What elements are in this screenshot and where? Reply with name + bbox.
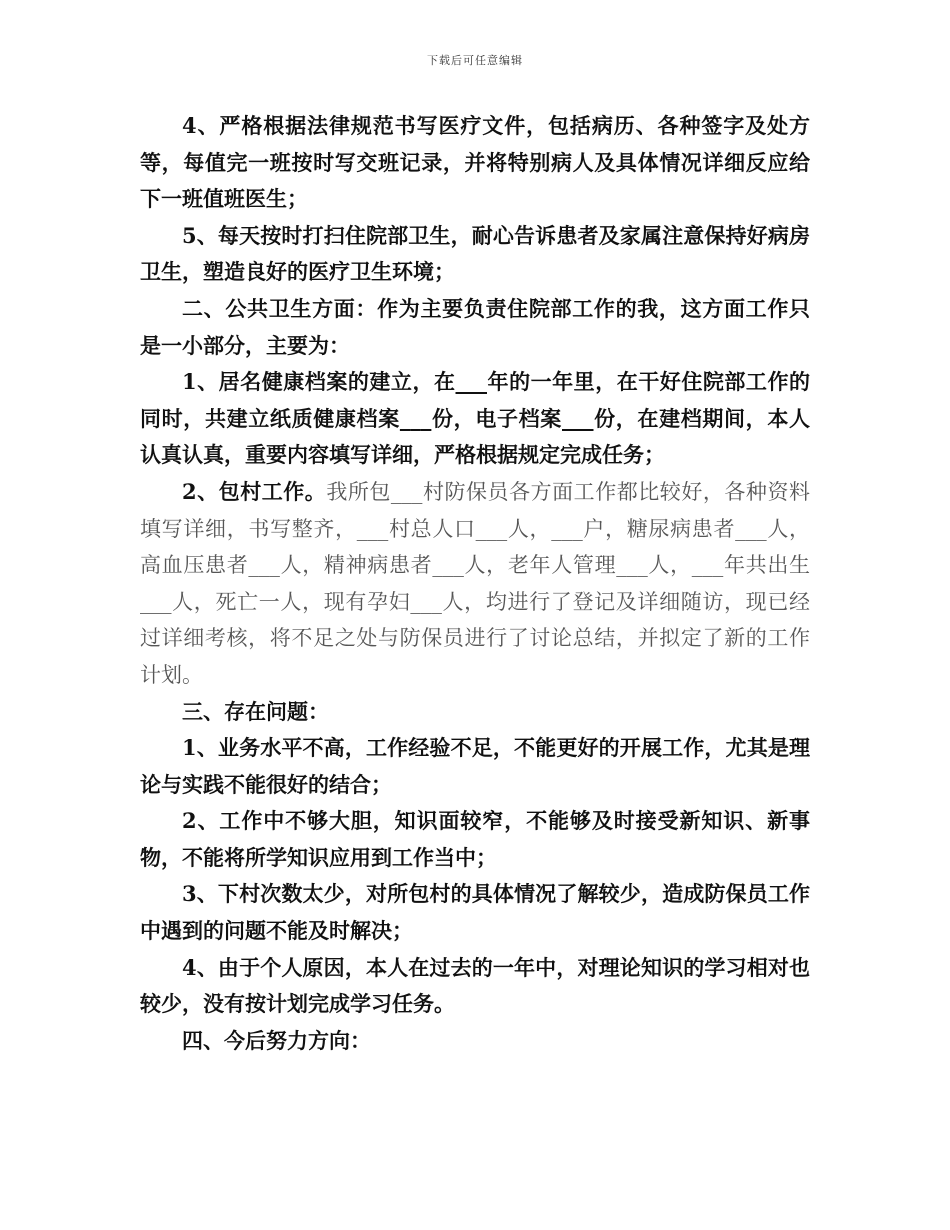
- section-heading-public-health: 二、公共卫生方面：作为主要负责住院部工作的我，这方面工作只是一小部分，主要为：: [140, 295, 810, 358]
- village-work-lead: 2、包村工作。: [182, 478, 327, 504]
- document-body: [140, 108, 810, 1059]
- paragraph-item-4-medical-records: 4、严格根据法律规范书写医疗文件，包括病历、各种签字及处方等，每值完一班按时写交班记录，并将特别病人及具体情况详细反应给下一班值班医生；: [140, 113, 810, 212]
- section-heading-problems: 三、存在问题：: [182, 698, 329, 724]
- paragraph-problem-4: 4、由于个人原因，本人在过去的一年中，对理论知识的学习相对也较少，没有按计划完成学习任务。: [140, 954, 810, 1017]
- section-heading-future-direction: 四、今后努力方向：: [182, 1027, 371, 1053]
- paragraph-problem-1: 1、业务水平不高，工作经验不足，不能更好的开展工作，尤其是理论与实践不能很好的结合；: [140, 735, 810, 797]
- paragraph-health-records: 1、居名健康档案的建立，在___年的一年里，在干好住院部工作的同时，共建立纸质健康档案___份，电子档案___份，在建档期间，本人认真认真，重要内容填写详细，严格根据规定完成任务；: [140, 369, 810, 468]
- page-header: 下载后可任意编辑: [427, 54, 523, 67]
- paragraph-village-work: [140, 474, 810, 694]
- village-work-body: 我所包___村防保员各方面工作都比较好，各种资料填写详细，书写整齐，___村总人口___人，___户，糖尿病患者___人，高血压患者___人，精神病患者___人，老年人管理___人，___年共出生___人，死亡一人，现有孕妇___人，均进行了登记及详细随访，现已经过详细考核，将不足之处与防保员进行了讨论总结，并拟定了新的工作计划。: [140, 479, 810, 687]
- paragraph-problem-3: 3、下村次数太少，对所包村的具体情况了解较少，造成防保员工作中遇到的问题不能及时解决；: [140, 881, 810, 944]
- paragraph-item-5-ward-hygiene: 5、每天按时打扫住院部卫生，耐心告诉患者及家属注意保持好病房卫生，塑造良好的医疗卫生环境；: [140, 222, 810, 285]
- paragraph-problem-2: 2、工作中不够大胆，知识面较窄，不能够及时接受新知识、新事物，不能将所学知识应用到工作当中；: [140, 808, 810, 870]
